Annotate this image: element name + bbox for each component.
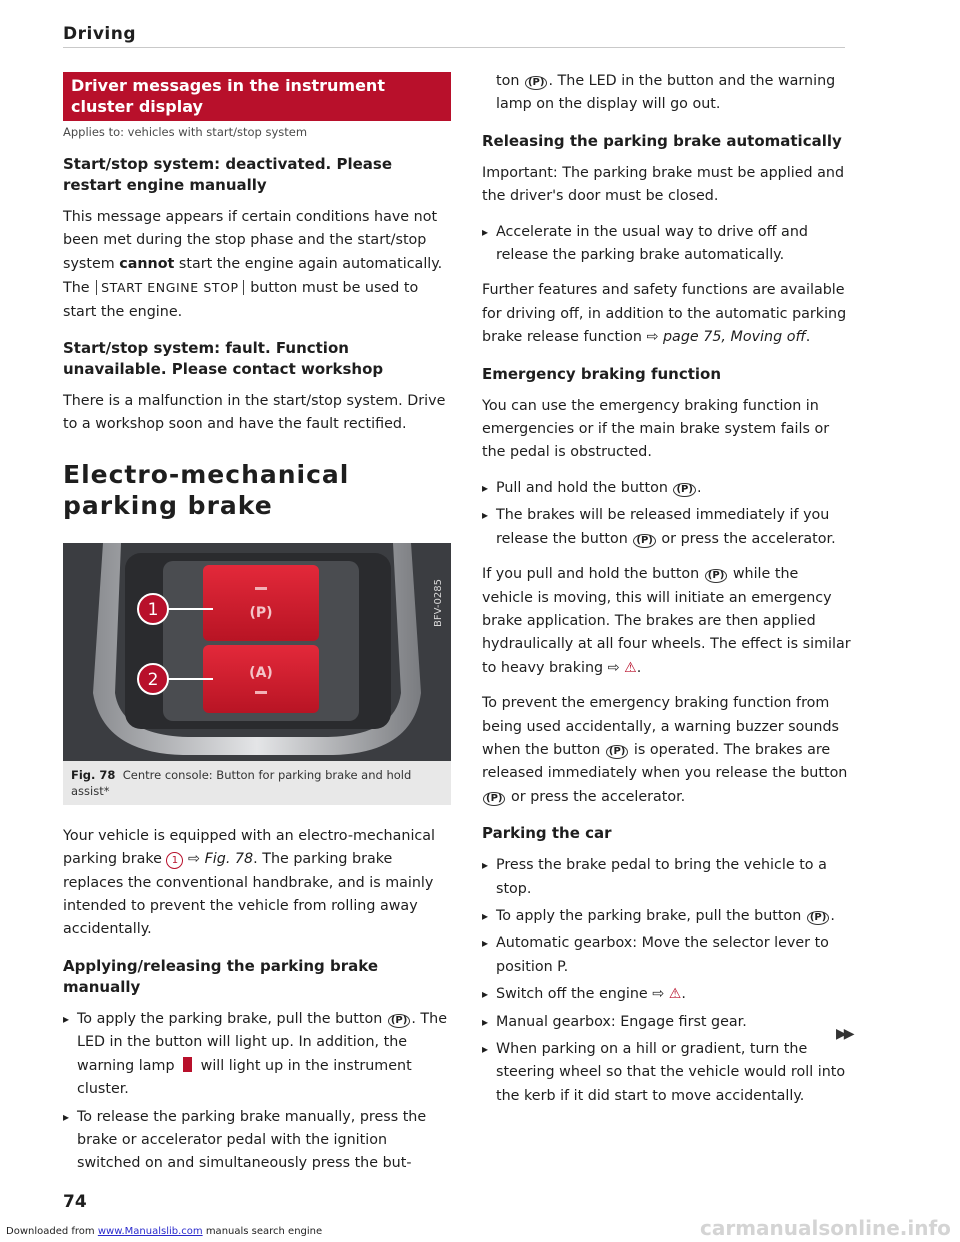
- heading-parking-the-car: Parking the car: [482, 824, 612, 843]
- centre-console-illustration: [63, 543, 451, 761]
- heading-emergency-braking: Emergency braking function: [482, 364, 722, 383]
- list-item: ▸ When parking on a hill or gradient, turn the steering wheel so that the vehicle would roll into the kerb if it did start to move accidentally.: [482, 1038, 852, 1108]
- paragraph-emergency-intro: You can use the emergency braking function in emergencies or if the main brake system fails or the pedal is obstructed.: [482, 397, 830, 461]
- paragraph-emergency-prevent: [482, 692, 852, 809]
- text: ⇨: [183, 851, 205, 868]
- parking-button-icon: (P): [673, 483, 695, 497]
- text: manuals search engine: [202, 1226, 323, 1237]
- list-item: [482, 477, 852, 500]
- page-reference-link[interactable]: page 75, Moving off: [662, 329, 806, 346]
- text: or press the accelerator.: [506, 788, 686, 805]
- text: start the engine again automatically. The: [63, 255, 443, 297]
- text-bold: cannot: [119, 255, 175, 272]
- fig-callout-2: 2: [147, 669, 159, 690]
- fig-code: BFV-0285: [433, 578, 444, 627]
- text: . The LED in the button will light up. In addition, the warning lamp: [77, 1010, 448, 1074]
- paragraph-deactivated: [63, 206, 451, 324]
- text: ton: [496, 73, 524, 89]
- text: Switch off the engine ⇨: [496, 986, 669, 1003]
- text: The brakes will be released immediately if you release the button: [496, 507, 830, 547]
- figure-caption-text: Centre console: Button for parking brake and hold assist*: [71, 767, 412, 798]
- text: or press the accelerator.: [656, 530, 836, 547]
- start-engine-stop-keycap: START ENGINE STOP: [96, 280, 244, 295]
- fig-callout-1: 1: [147, 599, 159, 620]
- text: button must be used to start the engine.: [63, 280, 419, 320]
- left-column: [63, 72, 451, 1180]
- text: This message appears if certain conditions have not been met during the stop phase and the start/stop system: [63, 209, 438, 272]
- text: If you pull and hold the button: [482, 566, 704, 583]
- fig-p-button-label: (P): [249, 604, 273, 621]
- warning-triangle-icon[interactable]: ⚠: [668, 986, 682, 1003]
- warning-triangle-icon[interactable]: ⚠: [624, 659, 637, 676]
- text: will light up in the instrument cluster.: [77, 1057, 412, 1098]
- heading-start-stop-deactivated: Start/stop system: deactivated. Please restart engine manually: [63, 155, 393, 194]
- callout-1-ref: 1: [166, 852, 183, 869]
- text: .: [681, 986, 686, 1003]
- text: To apply the parking brake, pull the button: [496, 907, 806, 924]
- warning-lamp-icon: [183, 1057, 192, 1072]
- parking-button-icon: (P): [807, 911, 829, 925]
- paragraph-intro: [63, 825, 451, 942]
- text: is operated. The brakes are released immediately when you release the button: [482, 741, 848, 782]
- topic-banner: Driver messages in the instrument cluster display: [63, 72, 451, 121]
- list-item: ▸ Automatic gearbox: Move the selector lever to position P.: [482, 932, 852, 979]
- figure-reference-link[interactable]: Fig. 78: [204, 851, 254, 868]
- text: Pull and hold the button: [496, 479, 673, 496]
- text: . The parking brake replaces the conventional handbrake, and is mainly intended to prevent the vehicle from rolling away accidentally.: [63, 851, 434, 938]
- parking-button-icon: (P): [705, 569, 727, 583]
- page-number: 74: [63, 1192, 87, 1212]
- watermark: carmanualsonline.info: [700, 1216, 951, 1240]
- list-item: [482, 983, 852, 1006]
- list-item: ▸ To release the parking brake manually, press the brake or accelerator pedal with the ignition switched on and simultaneously press the but-: [63, 1106, 451, 1176]
- parking-button-icon: (P): [606, 745, 628, 759]
- paragraph-continued: [482, 70, 852, 117]
- figure-parking-brake: [63, 543, 451, 761]
- heading-releasing-automatically: Releasing the parking brake automatically: [482, 131, 842, 150]
- header-divider: [63, 47, 845, 48]
- parking-button-icon: (P): [483, 792, 505, 806]
- paragraph-emergency-moving: [482, 563, 852, 680]
- text: . The LED in the button and the warning lamp on the display will go out.: [496, 73, 836, 113]
- text: To apply the parking brake, pull the button: [77, 1010, 387, 1027]
- parking-button-icon: (P): [388, 1014, 410, 1028]
- continue-arrow-icon: ▶▶: [836, 1026, 852, 1042]
- parking-button-icon: (P): [525, 76, 547, 90]
- figure-label: Fig. 78: [71, 767, 116, 782]
- list-item: [482, 504, 852, 551]
- download-footer: [6, 1226, 322, 1237]
- paragraph-further-features: [482, 279, 852, 349]
- text: Your vehicle is equipped with an electro-mechanical parking brake: [63, 827, 436, 868]
- heading-applying-releasing: Applying/releasing the parking brake manually: [63, 956, 379, 996]
- figure-caption: [63, 761, 451, 805]
- list-item: [482, 905, 852, 928]
- list-item: ▸ Manual gearbox: Engage first gear.: [482, 1011, 852, 1034]
- text: Further features and safety functions are available for driving off, in addition to the automatic parking brake release function ⇨: [482, 282, 847, 346]
- text: .: [696, 479, 702, 496]
- applies-note: Applies to: vehicles with start/stop system: [63, 125, 308, 139]
- heading-start-stop-fault: Start/stop system: fault. Function unavailable. Please contact workshop: [63, 339, 384, 379]
- text: .: [830, 907, 835, 924]
- manualslib-link[interactable]: www.Manualslib.com: [97, 1226, 203, 1237]
- text: .: [636, 659, 642, 676]
- text: .: [805, 329, 811, 346]
- chapter-title: Electro-mechanical parking brake: [63, 459, 350, 520]
- text: Downloaded from: [6, 1226, 98, 1237]
- list-item: [63, 1008, 451, 1102]
- text: To prevent the emergency braking function from being used accidentally, a warning buzzer sounds when the button: [482, 695, 840, 758]
- right-column: [482, 70, 852, 1112]
- list-item: ▸ Accelerate in the usual way to drive off and release the parking brake automatically.: [482, 221, 852, 268]
- list-item: ▸ Press the brake pedal to bring the vehicle to a stop.: [482, 854, 852, 901]
- paragraph-fault: There is a malfunction in the start/stop system. Drive to a workshop soon and have the fault rectified.: [63, 393, 446, 433]
- section-title: Driving: [63, 24, 137, 44]
- parking-button-icon: (P): [633, 534, 655, 548]
- paragraph-important: Important: The parking brake must be applied and the driver's door must be closed.: [482, 164, 845, 205]
- text: while the vehicle is moving, this will initiate an emergency brake application. The brakes are then applied hydraulically at all four wheels. The effect is similar to heavy braking ⇨: [482, 566, 851, 676]
- fig-a-button-label: (A): [249, 664, 273, 681]
